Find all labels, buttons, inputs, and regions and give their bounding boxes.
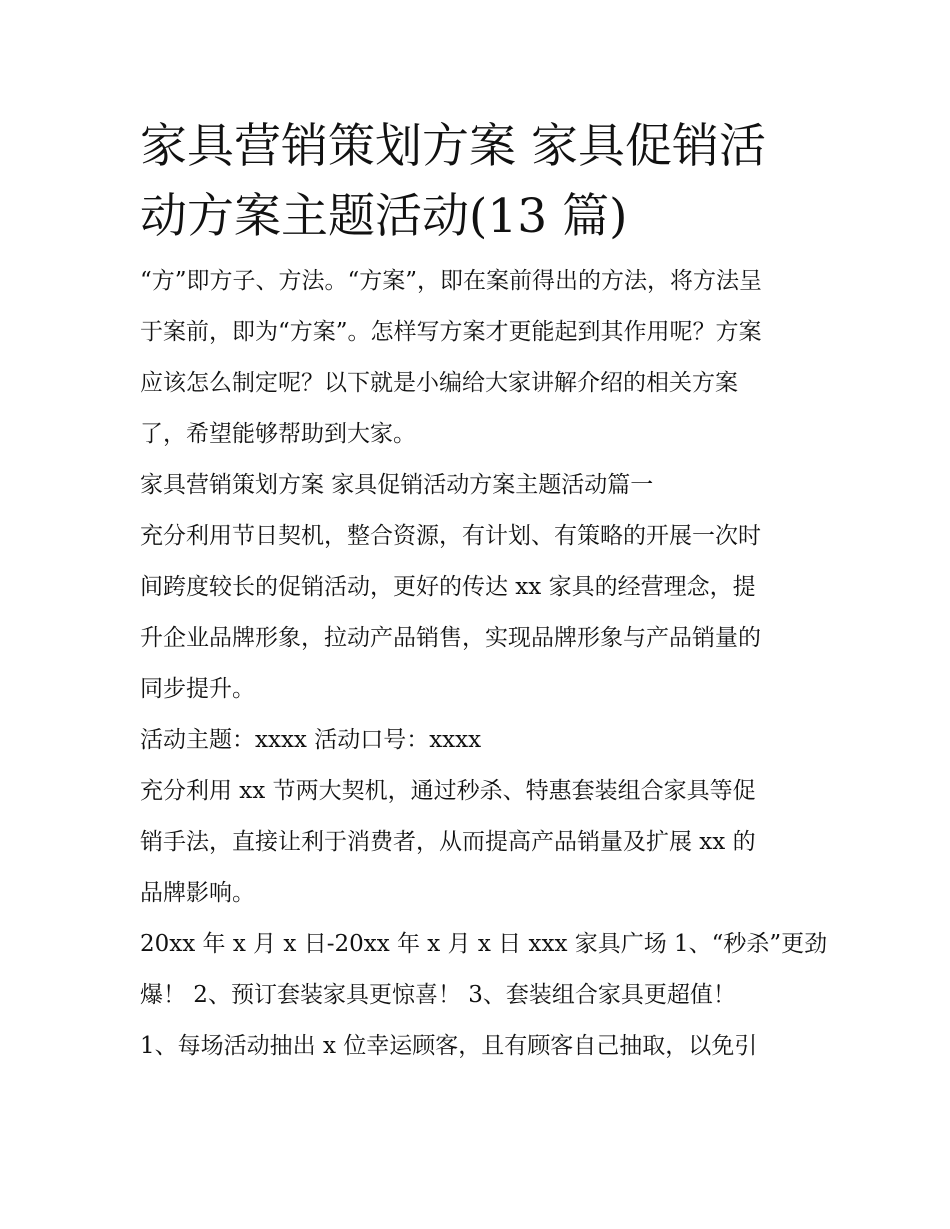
text-line: 了，希望能够帮助到大家。: [140, 421, 416, 447]
text-line: 爆！ 2、预订套装家具更惊喜！ 3、套装组合家具更超值！: [140, 982, 736, 1008]
text-line: 1、每场活动抽出 x 位幸运顾客，且有顾客自己抽取，以免引: [140, 1033, 758, 1059]
rules-paragraph: [140, 1021, 820, 1072]
text-line: 家具营销策划方案 家具促销活动方案主题活动篇一: [140, 472, 654, 498]
text-line: 活动主题：xxxx 活动口号：xxxx: [140, 727, 482, 753]
text-line: 于案前，即为“方案”。怎样写方案才更能起到其作用呢？方案: [140, 319, 762, 345]
body-paragraph: [140, 766, 820, 919]
title-line: 动方案主题活动(13 篇): [140, 189, 628, 244]
text-line: 应该怎么制定呢？以下就是小编给大家讲解介绍的相关方案: [140, 370, 738, 396]
text-line: 充分利用 xx 节两大契机，通过秒杀、特惠套装组合家具等促: [140, 778, 756, 804]
text-line: 充分利用节日契机，整合资源，有计划、有策略的开展一次时: [140, 523, 761, 549]
intro-paragraph: [140, 256, 820, 460]
text-line: 同步提升。: [140, 676, 255, 702]
document-title: [140, 112, 820, 252]
text-line: 20xx 年 x 月 x 日-20xx 年 x 月 x 日 xxx 家具广场 1、“秒杀”更劲: [140, 931, 828, 957]
text-line: “方”即方子、方法。“方案”，即在案前得出的方法，将方法呈: [140, 268, 763, 294]
section-heading: [140, 460, 820, 511]
text-line: 销手法，直接让利于消费者，从而提高产品销量及扩展 xx 的: [140, 829, 756, 855]
schedule-paragraph: [140, 919, 828, 1021]
body-paragraph: [140, 511, 820, 715]
text-line: 升企业品牌形象，拉动产品销售，实现品牌形象与产品销量的: [140, 625, 761, 651]
title-line: 家具营销策划方案 家具促销活: [140, 119, 766, 174]
text-line: 品牌影响。: [140, 880, 255, 906]
text-line: 间跨度较长的促销活动，更好的传达 xx 家具的经营理念，提: [140, 574, 756, 600]
document-body: [140, 112, 828, 1072]
activity-theme-paragraph: [140, 715, 820, 766]
